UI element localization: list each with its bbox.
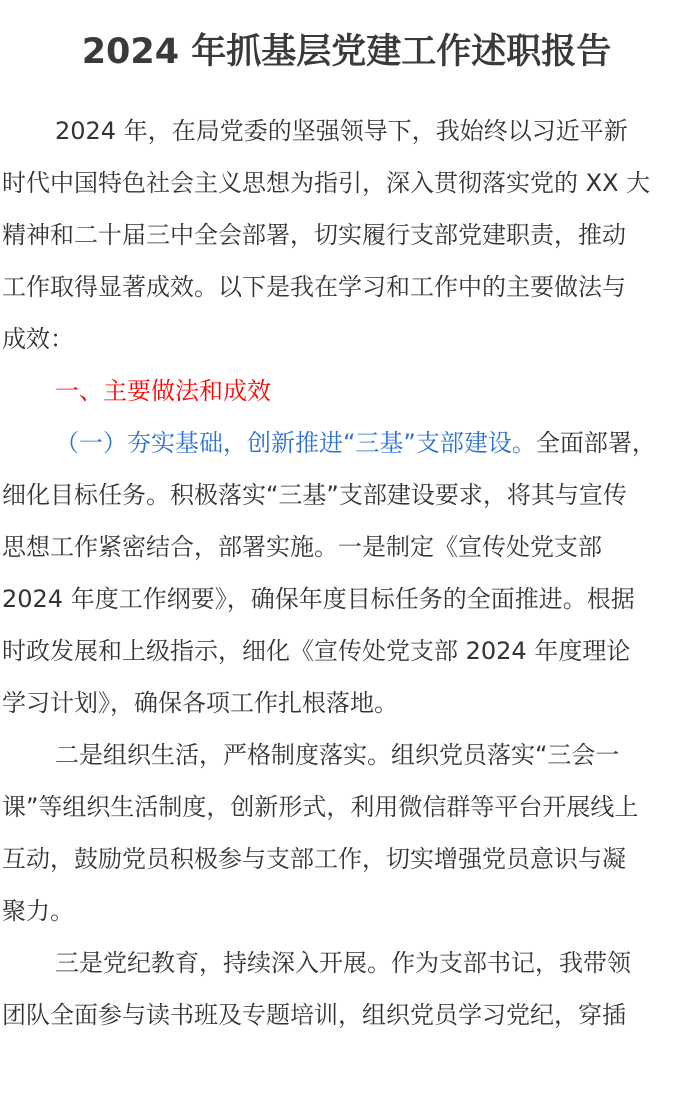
paragraph-line: 二是组织生活，严格制度落实。组织党员落实“三会一 (55, 741, 620, 769)
paragraph-line: 工作取得显著成效。以下是我在学习和工作中的主要做法与 (2, 273, 626, 301)
paragraph-line: 2024 年度工作纲要》，确保年度目标任务的全面推进。根据 (2, 585, 635, 613)
document-title: 2024 年抓基层党建工作述职报告 (81, 32, 612, 72)
paragraph-line: 学习计划》，确保各项工作扎根落地。 (2, 689, 398, 717)
paragraph-line: 精神和二十届三中全会部署，切实履行支部党建职责，推动 (2, 221, 626, 249)
section-heading: 一、主要做法和成效 (55, 377, 271, 405)
paragraph-line: 聚力。 (2, 897, 74, 925)
paragraph-line: 思想工作紧密结合，部署实施。一是制定《宣传处党支部 (2, 533, 602, 561)
subsection-heading: （一）夯实基础，创新推进“三基”支部建设。 (55, 429, 536, 457)
paragraph-line: 课”等组织生活制度，创新形式，利用微信群等平台开展线上 (2, 793, 639, 821)
paragraph-line: 2024 年，在局党委的坚强领导下，我始终以习近平新 (55, 117, 628, 145)
paragraph-line: 成效： (2, 325, 74, 353)
paragraph-line: 时代中国特色社会主义思想为指引，深入贯彻落实党的 XX 大 (2, 169, 651, 197)
paragraph-line: 细化目标任务。积极落实“三基”支部建设要求，将其与宣传 (2, 481, 627, 509)
paragraph-line: 团队全面参与读书班及专题培训，组织党员学习党纪，穿插 (2, 1001, 626, 1029)
paragraph-line: 互动，鼓励党员积极参与支部工作，切实增强党员意识与凝 (2, 845, 626, 873)
paragraph-line: 时政发展和上级指示，细化《宣传处党支部 2024 年度理论 (2, 637, 631, 665)
paragraph-text: 全面部署， (535, 429, 656, 457)
paragraph-line: 三是党纪教育，持续深入开展。作为支部书记，我带领 (55, 949, 631, 977)
subsection-line (55, 417, 656, 469)
